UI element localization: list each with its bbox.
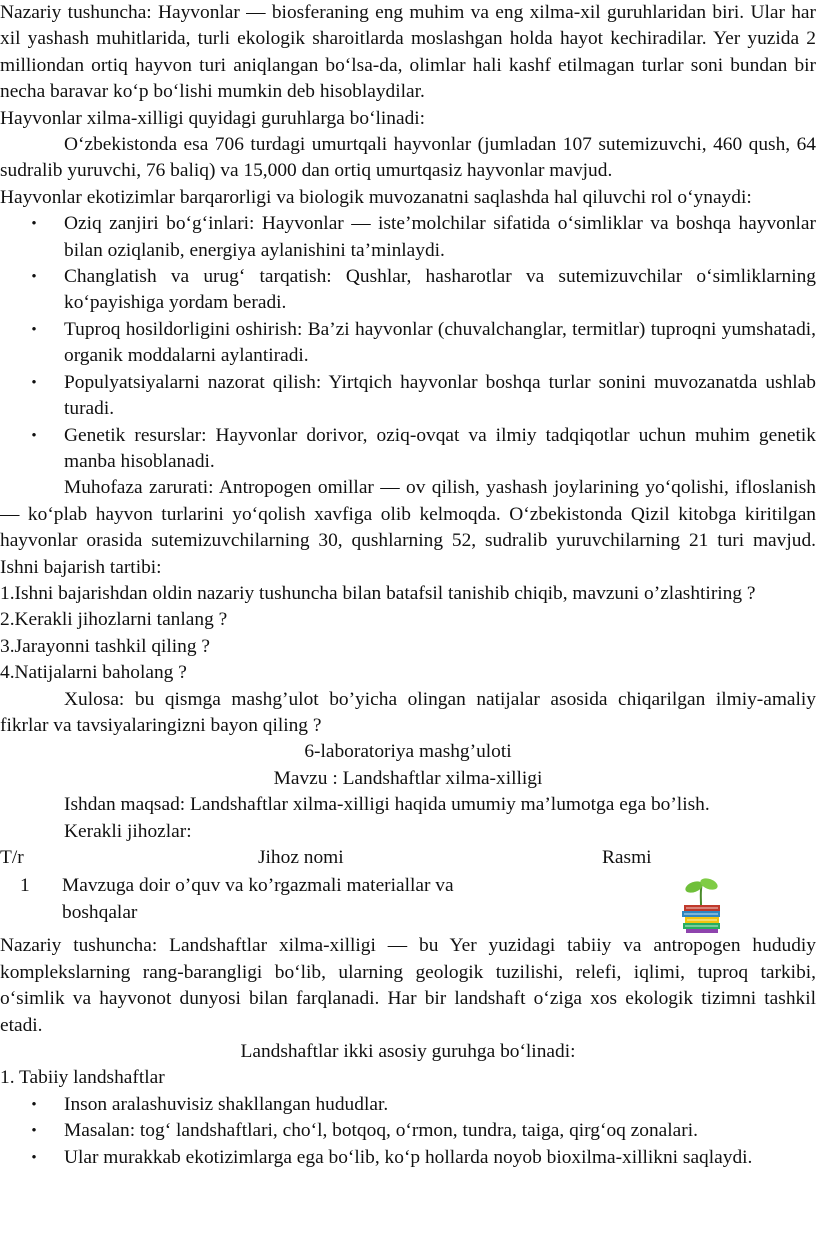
natural-landscapes-heading: 1. Tabiiy landshaftlar <box>0 1067 165 1089</box>
lab-aim: Ishdan maqsad: Landshaftlar xilma-xilligi haqida umumiy ma’lumotga ega bo’lish. <box>64 794 710 816</box>
table-row <box>0 873 816 933</box>
bullet-icon: • <box>31 269 37 286</box>
conclusion-paragraph: Xulosa: bu qismga mashg’ulot bo’yicha olingan natijalar asosida chiqarilgan ilmiy-amaliy fikrlar va tavsiyalaringizni bayon qiling ? <box>0 688 816 736</box>
step-3: 3.Jarayonni tashkil qiling ? <box>0 635 211 657</box>
list-item: • Masalan: tog‘ landshaftlari, cho‘l, botqoq, o‘rmon, tundra, taiga, qirg‘oq zonalari. <box>0 1118 816 1144</box>
bullet-icon: • <box>31 321 37 338</box>
col-number-header: T/r <box>0 847 24 868</box>
bullet-icon: • <box>31 374 37 391</box>
bullet-icon: • <box>31 427 37 444</box>
step-2: 2.Kerakli jihozlarni tanlang ? <box>0 609 228 631</box>
step-1: 1.Ishni bajarishdan oldin nazariy tushuncha bilan batafsil tanishib chiqib, mavzuni o’zlashtiring ? <box>0 582 756 604</box>
bullet-icon: • <box>31 1123 37 1140</box>
list-item: • Genetik resurslar: Hayvonlar dorivor, oziq-ovqat va ilmiy tadqiqotlar uchun muhim genetik manba hisoblanadi. <box>0 423 816 476</box>
row-number: 1 <box>20 875 30 897</box>
equipment-name: Mavzuga doir o’quv va ko’rgazmali materiallar va boshqalar <box>62 875 454 923</box>
list-item: • Oziq zanjiri bo‘g‘inlari: Hayvonlar — iste’molchilar sifatida o‘simliklar va boshqa hayvonlar bilan oziqlanib, energiya aylanishini ta’minlaydi. <box>0 211 816 264</box>
bullet-icon: • <box>31 1096 37 1113</box>
list-item: • Populyatsiyalarni nazorat qilish: Yirtqich hayvonlar boshqa turlar sonini muvozanatda ushlab turadi. <box>0 370 816 423</box>
list-item: • Inson aralashuvisiz shakllangan hududlar. <box>0 1092 816 1118</box>
books-with-plant-icon <box>672 875 730 933</box>
ecosystem-role-paragraph: Hayvonlar ekotizimlar barqarorligi va biologik muvozanatni saqlashda hal qiluvchi rol o‘ynaydi: <box>0 186 752 208</box>
animals-theory-paragraph: Nazariy tushuncha: Hayvonlar — biosferaning eng muhim va eng xilma-xil guruhlaridan biri. Ular har xil yashash muhitlarida, turli ekologik sharoitlarda moslashgan holda hayot kechiradilar. Yer yuzida 2 milliondan ortiq hayvon turi aniqlangan bo‘lsa-da, olimlar hali kashf etilmagan turlar soni bundan bir necha baravar ko‘p bo‘lishi mumkin deb hisoblaydilar. <box>0 2 816 103</box>
animal-roles-list <box>0 211 816 475</box>
list-item: • Tuproq hosildorligini oshirish: Ba’zi hayvonlar (chuvalchanglar, termitlar) tuproqni yumshatadi, organik moddalarni aylantiradi. <box>0 317 816 370</box>
lab-title: 6-laboratoriya mashg’uloti <box>304 741 512 763</box>
natural-landscapes-list <box>0 1092 816 1171</box>
uzbekistan-animals-paragraph: O‘zbekistonda esa 706 turdagi umurtqali hayvonlar (jumladan 107 sutemizuvchi, 460 qush, 64 sudralib yuruvchi, 76 baliq) va 15,000 dan ortiq umurtqasiz hayvonlar mavjud. <box>0 134 816 182</box>
equipment-label: Kerakli jihozlar: <box>64 820 192 842</box>
bullet-icon: • <box>31 1149 37 1166</box>
list-item: • Ular murakkab ekotizimlarga ega bo‘lib, ko‘p hollarda noyob bioxilma-xillikni saqlaydi. <box>0 1145 816 1171</box>
lab-topic: Mavzu : Landshaftlar xilma-xilligi <box>273 767 543 789</box>
animal-groups-heading: Hayvonlar xilma-xilligi quyidagi guruhlarga bo‘linadi: <box>0 107 426 129</box>
landscape-theory-paragraph: Nazariy tushuncha: Landshaftlar xilma-xilligi — bu Yer yuzidagi tabiiy va antropogen hududiy komplekslarning rang-barangligi bo‘lib, ularning geologik tuzilishi, relefi, iqlimi, tuproq tarkibi, o‘simlik va hayvonot dunyosi bilan farqlanadi. Har bir landshaft o‘ziga xos ekologik tizimni tashkil etadi. <box>0 935 816 1036</box>
list-item: • Changlatish va urug‘ tarqatish: Qushlar, hasharotlar va sutemizuvchilar o‘simliklarning ko‘payishiga yordam beradi. <box>0 264 816 317</box>
col-name-header: Jihoz nomi <box>258 847 344 868</box>
col-image-header: Rasmi <box>602 847 652 868</box>
equipment-table-header <box>0 845 816 871</box>
bullet-icon: • <box>31 216 37 233</box>
landscape-groups-heading: Landshaftlar ikki asosiy guruhga bo‘linadi: <box>240 1041 576 1063</box>
protection-paragraph: Muhofaza zarurati: Antropogen omillar — ov qilish, yashash joylarining yo‘qolishi, ifloslanish — ko‘plab hayvon turlarini yo‘qolish xavfiga olib kelmoqda. O‘zbekistonda Qizil kitobga kiritilgan hayvonlar orasida sutemizuvchilarning 30, qushlarning 52, sudralib yuruvchilarning 21 turi mavjud. Ishni bajarish tartibi: <box>0 477 816 578</box>
step-4: 4.Natijalarni baholang ? <box>0 662 187 684</box>
